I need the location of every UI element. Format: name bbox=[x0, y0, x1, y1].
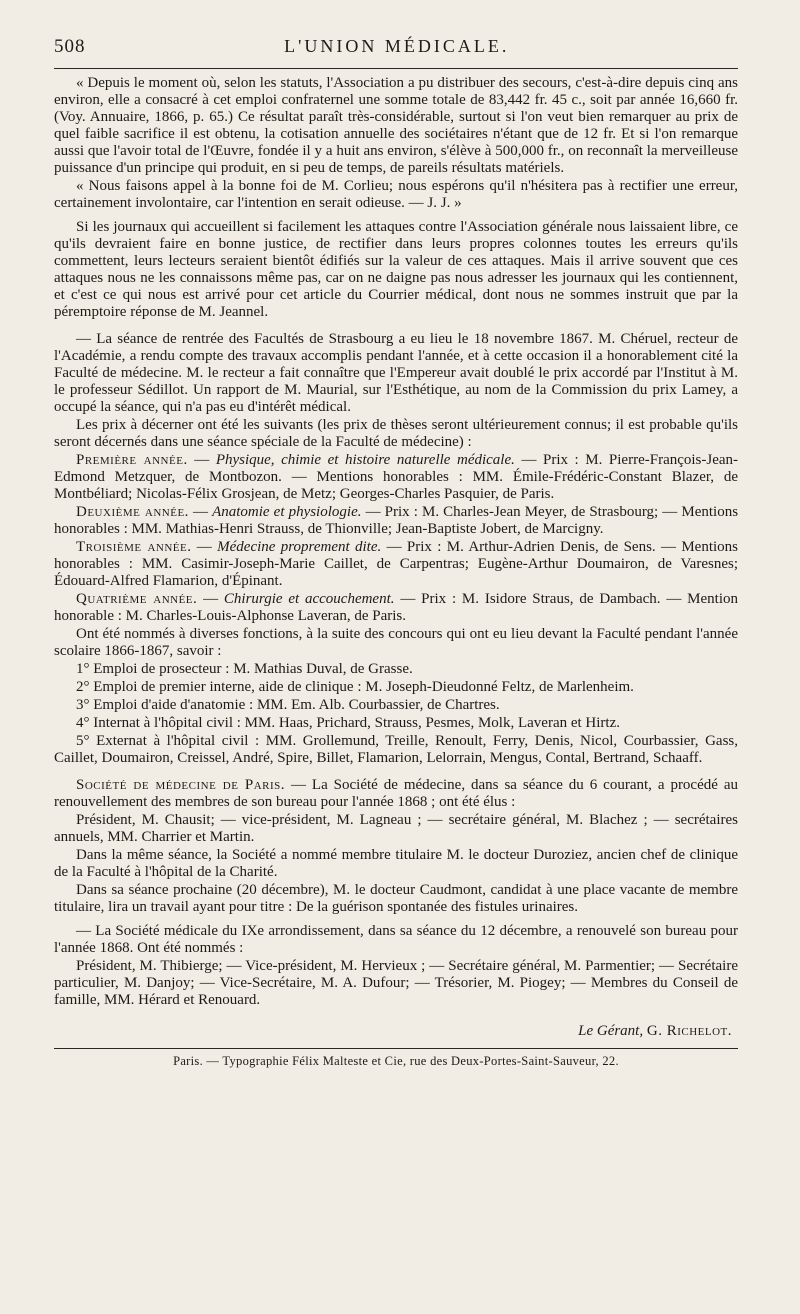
article-body bbox=[54, 75, 738, 1009]
page-header bbox=[54, 36, 738, 58]
appointment-item-4: 4° Internat à l'hôpital civil : MM. Haas, Prichard, Strauss, Pesmes, Molk, Laveran et Hirtz. bbox=[76, 715, 620, 731]
appointment-item-1: 1° Emploi de prosecteur : M. Mathias Duval, de Grasse. bbox=[76, 661, 413, 677]
paragraph-second-year: Deuxième année. — Anatomie et physiologie. — Prix : M. Charles-Jean Meyer, de Strasbourg; — Mentions honorables : MM. Mathias-Henri Strauss, de Thionville; Jean-Baptiste Jobert, de Marcigny. bbox=[54, 504, 739, 537]
fourth-year-lead: Quatrième année. bbox=[76, 591, 198, 607]
third-year-text: — Prix : M. Arthur-Adrien Denis, de Sens. — Mentions honorables : MM. Casimir-Joseph-Marie Caillet, de Carpentras; Eugène-Arthur Doumairon, de Varesnes; Édouard-Alfred Flamarion, d'Épinant. bbox=[54, 539, 739, 589]
paragraph-strasbourg-session: — La séance de rentrée des Facultés de Strasbourg a eu lieu le 18 novembre 1867. M. Chéruel, recteur de l'Académie, a rendu compte des travaux accomplis pendant l'année, et à cette occasion il a honorablement cité la Faculté de médecine. M. le recteur a fait connaître que l'Empereur avait doublé le prix accordé par l'Institut à M. le professeur Sédillot. Un rapport de M. Maurial, sur l'Esthétique, au nom de la Commission du prix Lamey, a occupé la séance, qui n'a pas eu d'intérêt médical. bbox=[54, 331, 738, 415]
appointment-item-3: 3° Emploi d'aide d'anatomie : MM. Em. Alb. Courbassier, de Chartres. bbox=[76, 697, 500, 713]
appointment-item-2: 2° Emploi de premier interne, aide de clinique : M. Joseph-Dieudonné Feltz, de Marlenheim. bbox=[76, 679, 634, 695]
fourth-year-subject: Chirurgie et accouchement. bbox=[223, 591, 395, 607]
header-rule bbox=[54, 68, 738, 69]
printer-imprint: Paris. — Typographie Félix Malteste et Cie, rue des Deux-Portes-Saint-Sauveur, 22. bbox=[173, 1054, 619, 1068]
third-year-lead: Troisième année. bbox=[76, 539, 192, 555]
paragraph-bureau-members: Président, M. Chausit; — vice-président, M. Lagneau ; — secrétaire général, M. Blachez ; — secrétaires annuels, MM. Charrier et Martin. bbox=[54, 812, 738, 845]
signature-name: G. Richelot. bbox=[646, 1023, 732, 1039]
paragraph-duroziez: Dans la même séance, la Société a nommé membre titulaire M. le docteur Duroziez, ancien chef de clinique de la Faculté à l'hôpital de la Charité. bbox=[54, 847, 738, 880]
second-year-text: — Prix : M. Charles-Jean Meyer, de Strasbourg; — Mentions honorables : MM. Mathias-Henri Strauss, de Thionville; Jean-Baptiste Jobert, de Marcigny. bbox=[54, 504, 739, 537]
first-year-subject: Physique, chimie et histoire naturelle médicale. bbox=[215, 452, 515, 468]
paragraph-third-year: Troisième année. — Médecine proprement dite. — Prix : M. Arthur-Adrien Denis, de Sens. — Mentions honorables : MM. Casimir-Joseph-Marie Caillet, de Carpentras; Eugène-Arthur Doumairon, de Varesnes; Édouard-Alfred Flamarion, d'Épinant. bbox=[54, 539, 739, 589]
fourth-year-text: — Prix : M. Isidore Straus, de Dambach. — Mention honorable : M. Charles-Louis-Alphonse Laveran, de Paris. bbox=[54, 591, 739, 624]
paragraph-prizes-intro: Les prix à décerner ont été les suivants (les prix de thèses seront ultérieurement connus; il est probable qu'ils seront décernés dans une séance spéciale de la Faculté de médecine) : bbox=[54, 417, 738, 450]
first-year-lead: Première année. bbox=[76, 452, 188, 468]
journal-title: L'UNION MÉDICALE. bbox=[284, 36, 510, 56]
page-number: 508 bbox=[54, 36, 86, 57]
paragraph-fourth-year: Quatrième année. — Chirurgie et accouchement. — Prix : M. Isidore Straus, de Dambach. — Mention honorable : M. Charles-Louis-Alphonse Laveran, de Paris. bbox=[54, 591, 739, 624]
paragraph-association-quote: « Depuis le moment où, selon les statuts, l'Association a pu distribuer des secours, c'est-à-dire depuis cinq ans environ, elle a consacré à cet emploi confraternel une somme totale de 83,442 fr. 45 c., soit par année 16,660 fr. (Voy. Annuaire, 1866, p. 65.) Ce résultat paraît très-considérable, surtout si l'on veut bien remarquer au prix de quel faible sacrifice il est obtenu, la cotisation annuelle des sociétaires n'étant que de 12 fr. Et si l'on remarque aussi que l'avoir total de l'Œuvre, fondée il y a huit ans environ, s'élève à 500,000 fr., on reconnaît la merveilleuse puissance d'un principe qui produit, en si peu de temps, de pareils résultats matériels. bbox=[54, 75, 738, 176]
signature bbox=[54, 1023, 738, 1040]
paragraph-caudmont: Dans sa séance prochaine (20 décembre), M. le docteur Caudmont, candidat à une place vacante de membre titulaire, lira un travail ayant pour titre : De la guérison spontanée des fistules urinaires. bbox=[54, 882, 738, 915]
paragraph-ixe-arrondissement: — La Société médicale du IXe arrondissement, dans sa séance du 12 décembre, a renouvelé son bureau pour l'année 1868. Ont été nommés : bbox=[54, 923, 738, 956]
footer-rule bbox=[54, 1048, 738, 1049]
paragraph-ixe-members: Président, M. Thibierge; — Vice-président, M. Hervieux ; — Secrétaire général, M. Parmentier; — Secrétaire particulier, M. Danjoy; — Vice-Secrétaire, M. A. Dufour; — Trésorier, M. Piogey; — Membres du Conseil de famille, MM. Hérard et Renouard. bbox=[54, 958, 738, 1008]
appointment-item-5: 5° Externat à l'hôpital civil : MM. Grollemund, Treille, Renoult, Ferry, Denis, Nicol, Courbassier, Gass, Caillet, Doumairon, Creissel, André, Spire, Billet, Flamarion, Lelorrain, Mengus, Contal, Bertrand, Schaaff. bbox=[54, 733, 738, 766]
paragraph-appointments-intro: Ont été nommés à diverses fonctions, à la suite des concours qui ont eu lieu devant la Faculté pendant l'année scolaire 1866-1867, savoir : bbox=[54, 626, 738, 659]
second-year-lead: Deuxième année. bbox=[76, 504, 189, 520]
signature-label: Le Gérant, bbox=[578, 1023, 644, 1039]
first-year-text: — Prix : M. Pierre-François-Jean-Edmond Metzquer, de Montbozon. — Mentions honorables : MM. Émile-Frédéric-Constant Blazer, de Montbéliard; Nicolas-Félix Grosjean, de Metz; Georges-Charles Pasquier, de Paris. bbox=[54, 452, 739, 502]
third-year-subject: Médecine proprement dite. bbox=[217, 539, 382, 555]
paragraph-journals: Si les journaux qui accueillent si facilement les attaques contre l'Association générale nous laissaient libre, ce qu'ils devraient faire en bonne justice, de rectifier dans leurs propres colonnes toutes les erreurs qu'ils commettent, leurs lecteurs seraient bientôt édifiés sur la valeur de ces attaques. Mais il arrive souvent que ces attaques nous ne les connaissons même pas, car on ne daigne pas nous adresser les journaux qui les contiennent, et c'est ce qui nous est arrivé pour cet article du Courrier médical, dont nous ne sommes instruit que par la péremptoire réponse de M. Jeannel. bbox=[54, 219, 738, 320]
societe-lead: Société de médecine de Paris. bbox=[76, 777, 286, 793]
paragraph-societe-medecine bbox=[54, 777, 738, 811]
societe-text: — La Société de médecine, dans sa séance du 6 courant, a procédé au renouvellement des membres de son bureau pour l'année 1868 ; ont été élus : bbox=[54, 777, 739, 810]
second-year-subject: Anatomie et physiologie. bbox=[212, 504, 362, 520]
paragraph-corlieu-appeal: « Nous faisons appel à la bonne foi de M. Corlieu; nous espérons qu'il n'hésitera pas à rectifier une erreur, certainement involontaire, car l'intention en serait odieuse. — J. J. » bbox=[54, 178, 738, 211]
paragraph-first-year: Première année. — Physique, chimie et histoire naturelle médicale. — Prix : M. Pierre-François-Jean-Edmond Metzquer, de Montbozon. — Mentions honorables : MM. Émile-Frédéric-Constant Blazer, de Montbéliard; Nicolas-Félix Grosjean, de Metz; Georges-Charles Pasquier, de Paris. bbox=[54, 452, 739, 502]
